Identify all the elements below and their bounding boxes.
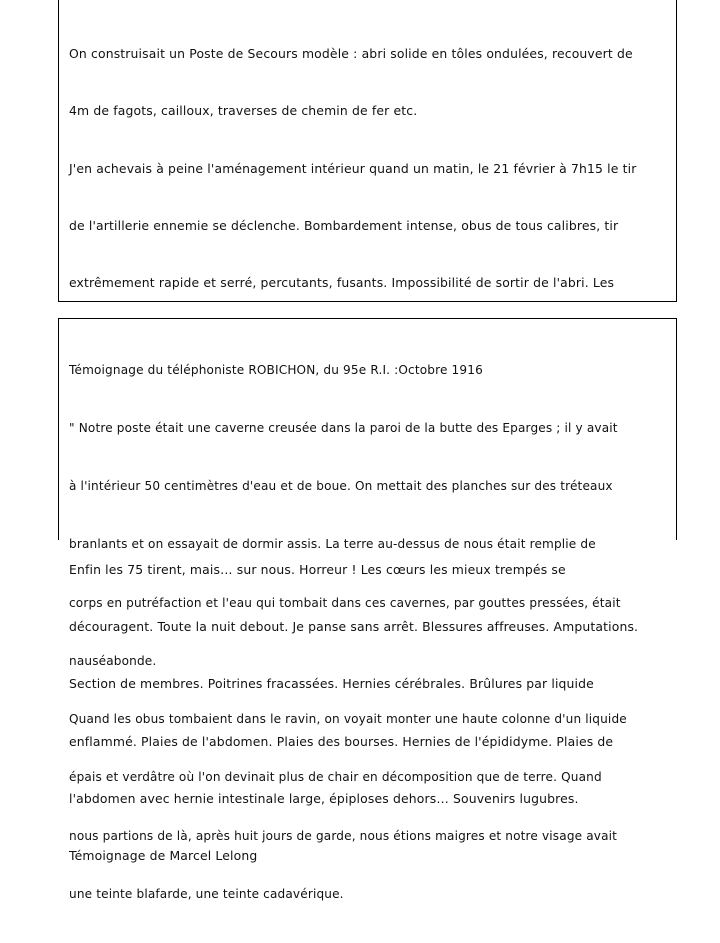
text-line: épais et verdâtre où l'on devinait plus de chair en décomposition que de terre. Quand bbox=[69, 770, 602, 785]
text-line: à l'intérieur 50 centimètres d'eau et de boue. On mettait des planches sur des tréteaux bbox=[69, 479, 613, 494]
testimony-heading: Témoignage du téléphoniste ROBICHON, du 95e R.I. :Octobre 1916 bbox=[69, 362, 483, 377]
text-line: Quand les obus tombaient dans le ravin, on voyait monter une haute colonne d'un liquide bbox=[69, 712, 627, 727]
text-line: J'en achevais à peine l'aménagement intérieur quand un matin, le 21 février à 7h15 le tir bbox=[69, 160, 637, 176]
testimony-author: Témoignage de Marcel Lelong bbox=[69, 848, 258, 864]
text-line: découragent. Toute la nuit debout. Je panse sans arrêt. Blessures affreuses. Amputations. bbox=[69, 619, 639, 634]
text-line: l'abdomen avec hernie intestinale large, épiploses dehors… Souvenirs lugubres. bbox=[69, 790, 579, 806]
text-line: nous partions de là, après huit jours de garde, nous étions maigres et notre visage avait bbox=[69, 828, 618, 843]
text-line: 4m de fagots, cailloux, traverses de chemin de fer etc. bbox=[69, 103, 418, 119]
text-line: enflammé. Plaies de l'abdomen. Plaies des bourses. Hernies de l'épididyme. Plaies de bbox=[69, 733, 614, 749]
text-line: de l'artillerie ennemie se déclenche. Bombardement intense, obus de tous calibres, tir bbox=[69, 218, 619, 234]
text-line: une teinte blafarde, une teinte cadavérique. bbox=[69, 886, 344, 901]
text-line: Section de membres. Poitrines fracassées. Hernies cérébrales. Brûlures par liquide bbox=[69, 676, 594, 692]
text-line: On construisait un Poste de Secours modèle : abri solide en tôles ondulées, recouvert de bbox=[69, 46, 633, 62]
text-line: Enfin les 75 tirent, mais… sur nous. Horreur ! Les cœurs les mieux trempés se bbox=[69, 561, 566, 577]
testimony-text-robichon bbox=[69, 322, 674, 943]
text-line: corps en putréfaction et l'eau qui tombait dans ces cavernes, par gouttes pressées, était bbox=[69, 595, 621, 610]
text-line: branlants et on essayait de dormir assis. La terre au-dessus de nous était remplie de bbox=[69, 537, 596, 552]
text-line: extrêmement rapide et serré, percutants, fusants. Impossibilité de sortir de l'abri. Les bbox=[69, 275, 615, 291]
text-line: nauséabonde. bbox=[69, 653, 157, 668]
text-line: " Notre poste était une caverne creusée dans la paroi de la butte des Eparges ; il y avait bbox=[69, 421, 618, 436]
